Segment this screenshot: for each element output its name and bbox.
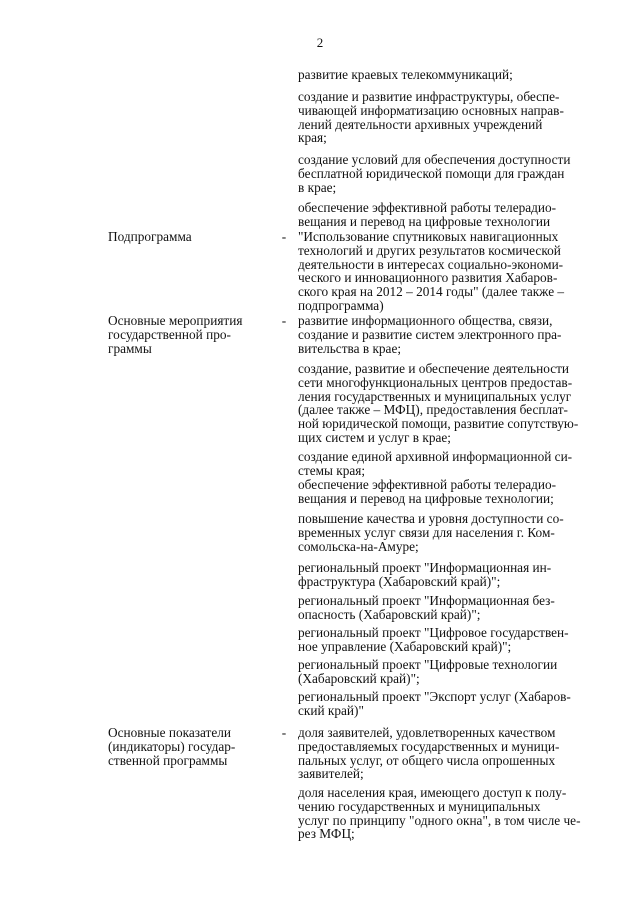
paragraph: создание единой архивной информационной си- стемы края;: [298, 449, 573, 478]
paragraph: развитие информационного общества, связи, создание и развитие систем электронного пра- вительства в крае;: [298, 313, 562, 356]
paragraph: региональный проект "Цифровые технологии (Хабаровский край)";: [298, 657, 558, 686]
paragraph: создание и развитие инфраструктуры, обеспе- чивающей информатизацию основных направ- лений деятельности архивных учреждений края;: [298, 89, 564, 146]
paragraph: доля населения края, имеющего доступ к полу- чению государственных и муниципальных услуг по принципу "одного окна", в том числе че- рез МФЦ;: [298, 785, 581, 842]
row-dash: -: [281, 725, 287, 740]
paragraph: "Использование спутниковых навигационных технологий и других результатов космической деятельности в интересах социально-экономи- ческого и инновационного развития Хабаров- ского края на 2012 – 2014 годы" (далее также – подпрограмма): [298, 229, 565, 313]
paragraph: повышение качества и уровня доступности со- временных услуг связи для населения г. Ком- сомольска-на-Амуре;: [298, 511, 564, 554]
paragraph: создание условий для обеспечения доступности бесплатной юридической помощи для граждан в крае;: [298, 152, 571, 195]
page-number: 2: [316, 35, 324, 50]
paragraph: региональный проект "Информационная ин- фраструктура (Хабаровский край)";: [298, 560, 552, 589]
paragraph: доля заявителей, удовлетворенных качеством предоставляемых государственных и муници- пальных услуг, от общего числа опрошенных заявителей;: [298, 725, 560, 782]
paragraph: создание, развитие и обеспечение деятельности сети многофункциональных центров предостав- ления государственных и муниципальных услуг (далее также – МФЦ), предоставления бесплат- ной юридической помощи, развитие сопутствую- щих систем и услуг в крае;: [298, 361, 579, 445]
paragraph: региональный проект "Цифровое государствен- ное управление (Хабаровский край)";: [298, 625, 569, 654]
paragraph: развитие краевых телекоммуникаций;: [298, 67, 513, 82]
paragraph: региональный проект "Информационная без- опасность (Хабаровский край)";: [298, 593, 555, 622]
row-dash: -: [281, 313, 287, 328]
paragraph: обеспечение эффективной работы телерадио- вещания и перевод на цифровые технологии;: [298, 477, 557, 506]
paragraph: обеспечение эффективной работы телерадио- вещания и перевод на цифровые технологии: [298, 200, 557, 229]
row-label: Основные мероприятия государственной про- граммы: [108, 313, 243, 356]
paragraph: региональный проект "Экспорт услуг (Хабаров- ский край)": [298, 689, 571, 718]
row-dash: -: [281, 229, 287, 244]
row-label: Основные показатели (индикаторы) государ- ственной программы: [108, 725, 236, 768]
row-label: Подпрограмма: [108, 229, 192, 244]
